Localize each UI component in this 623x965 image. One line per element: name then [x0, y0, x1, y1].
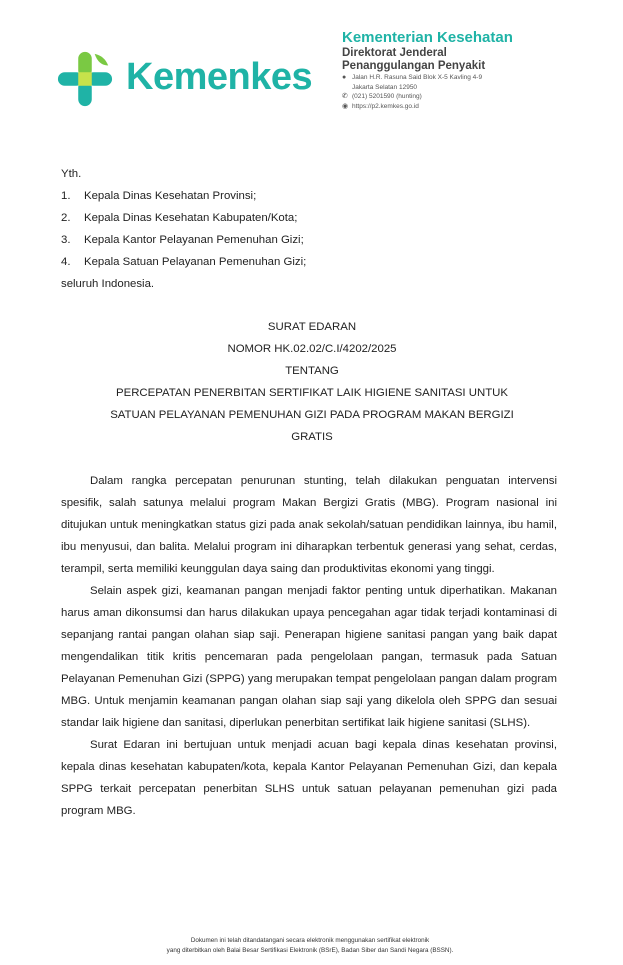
phone-icon: ✆	[342, 93, 348, 100]
title-subject-2: SATUAN PELAYANAN PEMENUHAN GIZI PADA PROGRAM MAKAN BERGIZI	[110, 409, 514, 421]
recipient-number: 3.	[61, 234, 71, 246]
title-type: SURAT EDARAN	[267, 321, 357, 333]
phone-line	[342, 92, 612, 102]
recipient-number: 1.	[61, 190, 71, 202]
recipient-text: Kepala Kantor Pelayanan Pemenuhan Gizi;	[84, 234, 304, 246]
kemenkes-logo-icon	[56, 50, 114, 108]
footer-line-1: Dokumen ini telah ditandatangani secara elektronik menggunakan sertifikat elektronik	[190, 937, 430, 944]
recipient-item	[61, 251, 561, 273]
signature-footer	[100, 936, 520, 956]
brand-name: Kemenkes	[126, 56, 313, 98]
website-link[interactable]: https://p2.kemkes.go.id	[352, 102, 419, 110]
recipient-item	[61, 185, 561, 207]
title-about: TENTANG	[285, 365, 339, 377]
footer-line-2: yang diterbitkan oleh Balai Besar Sertifikasi Elektronik (BSrE), Badan Siber dan Sandi Negara (BSSN).	[166, 947, 454, 954]
website-line	[342, 102, 612, 112]
title-subject-3: GRATIS	[291, 431, 333, 443]
letter-title	[60, 316, 564, 448]
globe-icon: ◉	[342, 102, 349, 110]
recipients-block	[61, 163, 561, 295]
recipients-closing: seluruh Indonesia.	[61, 278, 155, 290]
recipient-text: Kepala Dinas Kesehatan Provinsi;	[84, 190, 257, 202]
title-subject-1: PERCEPATAN PENERBITAN SERTIFIKAT LAIK HIGIENE SANITASI UNTUK	[116, 387, 508, 399]
phone-text: (021) 5201590 (hunting)	[352, 93, 422, 100]
recipient-item	[61, 229, 561, 251]
recipient-number: 2.	[61, 212, 71, 224]
recipient-text: Kepala Satuan Pelayanan Pemenuhan Gizi;	[84, 256, 307, 268]
recipient-number: 4.	[61, 256, 71, 268]
letterhead-org	[342, 29, 612, 111]
recipient-text: Kepala Dinas Kesehatan Kabupaten/Kota;	[84, 212, 298, 224]
paragraph: Surat Edaran ini bertujuan untuk menjadi acuan bagi kepala dinas kesehatan provinsi, kepala dinas kesehatan kabupaten/kota, kepala Kantor Pelayanan Pemenuhan Gizi, dan kepala SPPG terkait percepatan penerbitan SLHS untuk satuan pelayanan pemenuhan gizi pada program MBG.	[61, 739, 557, 817]
recipient-item	[61, 207, 561, 229]
salutation: Yth.	[61, 168, 82, 180]
title-number: NOMOR HK.02.02/C.I/4202/2025	[227, 343, 397, 355]
address-line-2: Jakarta Selatan 12950	[352, 83, 418, 91]
address-text: Jalan H.R. Rasuna Said Blok X-5 Kavling 4-9	[352, 74, 483, 81]
address-line	[342, 73, 612, 83]
paragraph: Dalam rangka percepatan penurunan stunting, telah dilakukan penguatan intervensi spesifik, salah satunya melalui program Makan Bergizi Gratis (MBG). Program nasional ini ditujukan untuk meningkatkan status gizi pada anak sekolah/satuan pendidikan lainnya, ibu hamil, ibu menyusui, dan balita. Melalui program ini diharapkan terbentuk generasi yang sehat, cerdas, terampil, serta memiliki keunggulan daya saing dan produktivitas ekonomi yang tinggi.	[61, 475, 557, 575]
paragraph: Selain aspek gizi, keamanan pangan menjadi faktor penting untuk diperhatikan. Makanan harus aman dikonsumsi dan harus dilakukan upaya pencegahan agar tidak terjadi kontaminasi di sepanjang rantai pangan olahan siap saji. Penerapan higiene sanitasi pangan yang baik dapat mengendalikan titik kritis pencemaran pada pengelolaan pangan, termasuk pada Satuan Pelayanan Pemenuhan Gizi (SPPG) yang merupakan tempat pengelolaan pangan dalam program MBG. Untuk menjamin keamanan pangan olahan siap saji yang dikelola oleh SPPG dan sesuai standar laik higiene dan sanitasi, diperlukan penerbitan sertifikat laik higiene sanitasi (SLHS).	[61, 585, 557, 729]
org-directorate: Direktorat Jenderal	[342, 47, 447, 59]
org-unit: Penanggulangan Penyakit	[342, 60, 486, 72]
letter-body	[61, 470, 557, 822]
location-icon: ●	[342, 74, 347, 81]
org-name: Kementerian Kesehatan	[342, 29, 513, 46]
